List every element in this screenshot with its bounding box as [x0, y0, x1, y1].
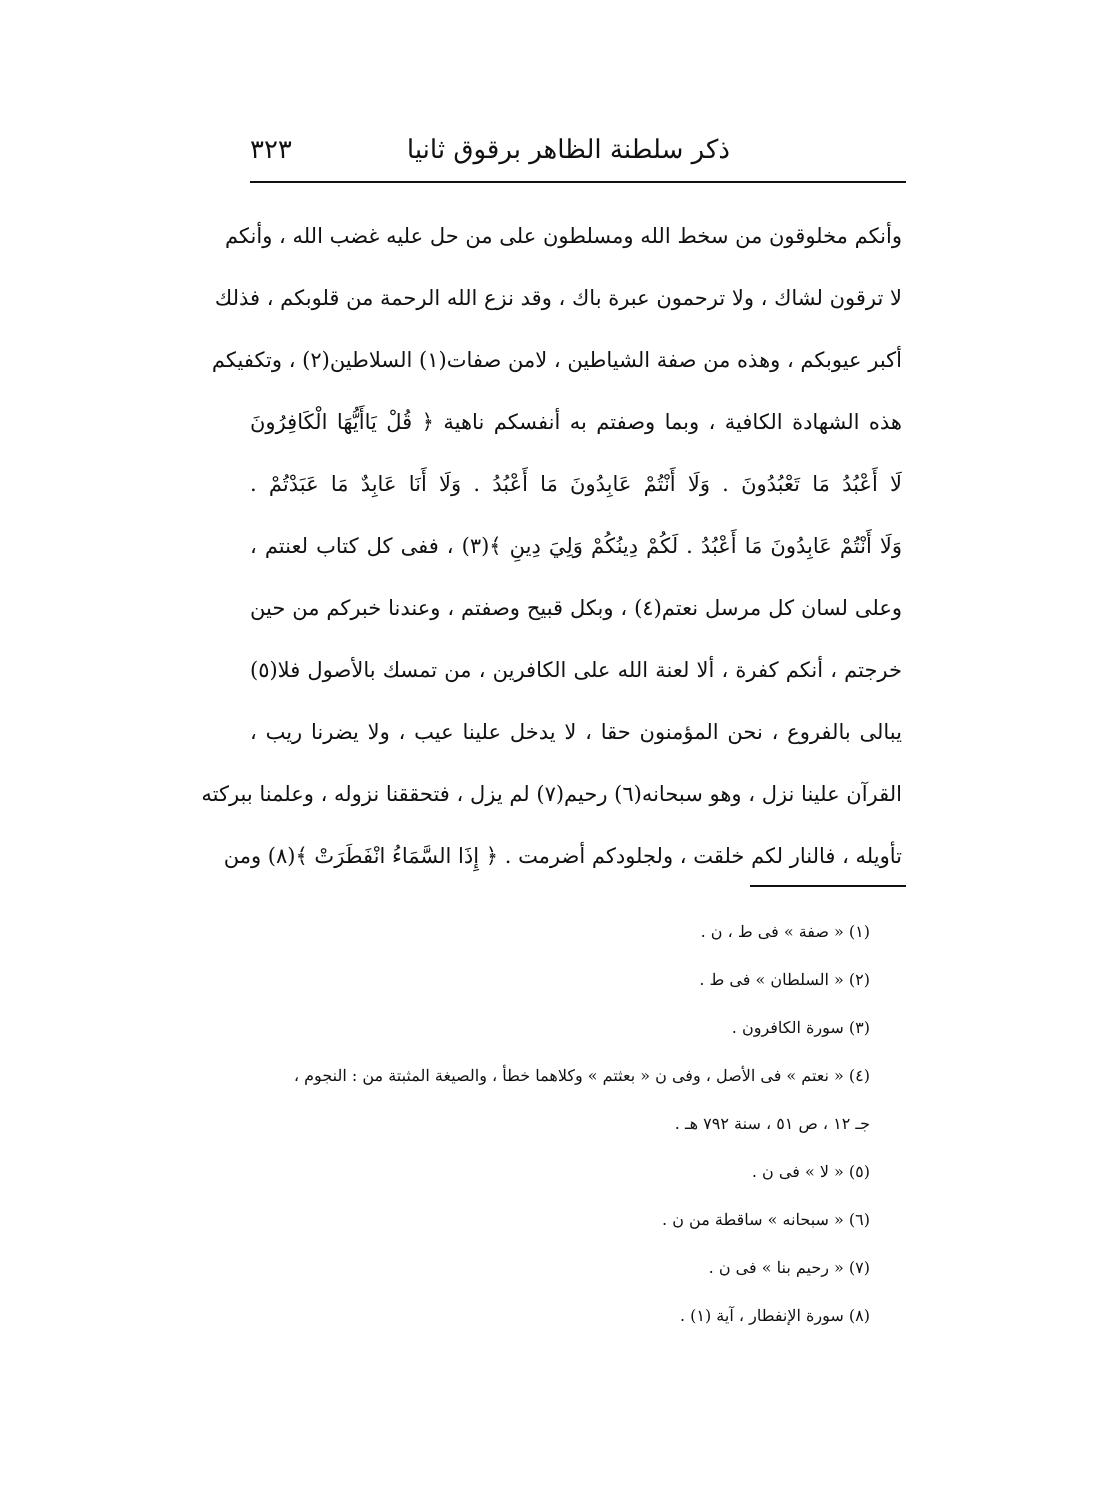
footnote-rule	[750, 885, 906, 887]
footnote: (٥) « لا » فى ن .	[751, 1162, 870, 1181]
body-line: أكبر عيوبكم ، وهذه من صفة الشياطين ، لامن صفات(١) السلاطين(٢) ، وتكفيكم	[211, 348, 902, 372]
footnote: (١) « صفة » فى ط ، ن .	[700, 922, 870, 941]
body-line: لا ترقون لشاك ، ولا ترحمون عبرة باك ، وقد نزع الله الرحمة من قلوبكم ، فذلك	[214, 286, 902, 310]
footnote: (٧) « رحيم بنا » فى ن .	[708, 1258, 870, 1277]
footnote-continuation: جـ ١٢ ، ص ٥١ ، سنة ٧٩٢ هـ .	[674, 1114, 870, 1133]
body-line: القرآن علينا نزل ، وهو سبحانه(٦) رحيم(٧) لم يزل ، فتحققنا نزوله ، وعلمنا ببركته	[201, 782, 902, 806]
page-number: ٣٢٣	[250, 135, 292, 165]
footnote: (٦) « سبحانه » ساقطة من ن .	[662, 1210, 870, 1229]
running-title: ذكر سلطنة الظاهر برقوق ثانيا	[406, 135, 730, 165]
body-line: وَلَا أَنْتُمْ عَابِدُونَ مَا أَعْبُدُ . لَكُمْ دِينُكُمْ وَلِيَ دِينِ ﴾(٣) ، ففى كل كتاب لعنتم ،	[250, 534, 902, 558]
body-line: وأنكم مخلوقون من سخط الله ومسلطون على من حل عليه غضب الله ، وأنكم	[224, 224, 902, 248]
footnote: (٤) « نعتم » فى الأصل ، وفى ن « بعثتم » وكلاهما خطأ ، والصيغة المثبتة من : النجوم ،	[293, 1066, 870, 1085]
footnote: (٨) سورة الإنفطار ، آية (١) .	[679, 1306, 870, 1325]
body-line: هذه الشهادة الكافية ، وبما وصفتم به أنفسكم ناهية ﴿ قُلْ يَاأَيُّهَا الْكَافِرُونَ	[250, 410, 902, 434]
body-line: خرجتم ، أنكم كفرة ، ألا لعنة الله على الكافرين ، من تمسك بالأصول فلا(٥)	[250, 658, 902, 682]
footnotes	[250, 908, 870, 1340]
body-text	[201, 205, 902, 887]
body-line: يبالى بالفروع ، نحن المؤمنون حقا ، لا يدخل علينا عيب ، ولا يضرنا ريب ،	[250, 720, 902, 744]
footnote: (٣) سورة الكافرون .	[731, 1018, 870, 1037]
body-line: لَا أَعْبُدُ مَا تَعْبُدُونَ . وَلَا أَنْتُمْ عَابِدُونَ مَا أَعْبُدُ . وَلَا أَنَا عَابِدٌ مَا عَبَدْتُمْ .	[250, 472, 902, 496]
body-line: تأويله ، فالنار لكم خلقت ، ولجلودكم أضرمت . ﴿ إِذَا السَّمَاءُ انْفَطَرَتْ ﴾(٨) ومن	[223, 844, 902, 868]
header-rule	[250, 181, 906, 183]
body-line: وعلى لسان كل مرسل نعتم(٤) ، وبكل قبيح وصفتم ، وعندنا خبركم من حين	[250, 596, 902, 620]
footnote: (٢) « السلطان » فى ط .	[699, 970, 870, 989]
